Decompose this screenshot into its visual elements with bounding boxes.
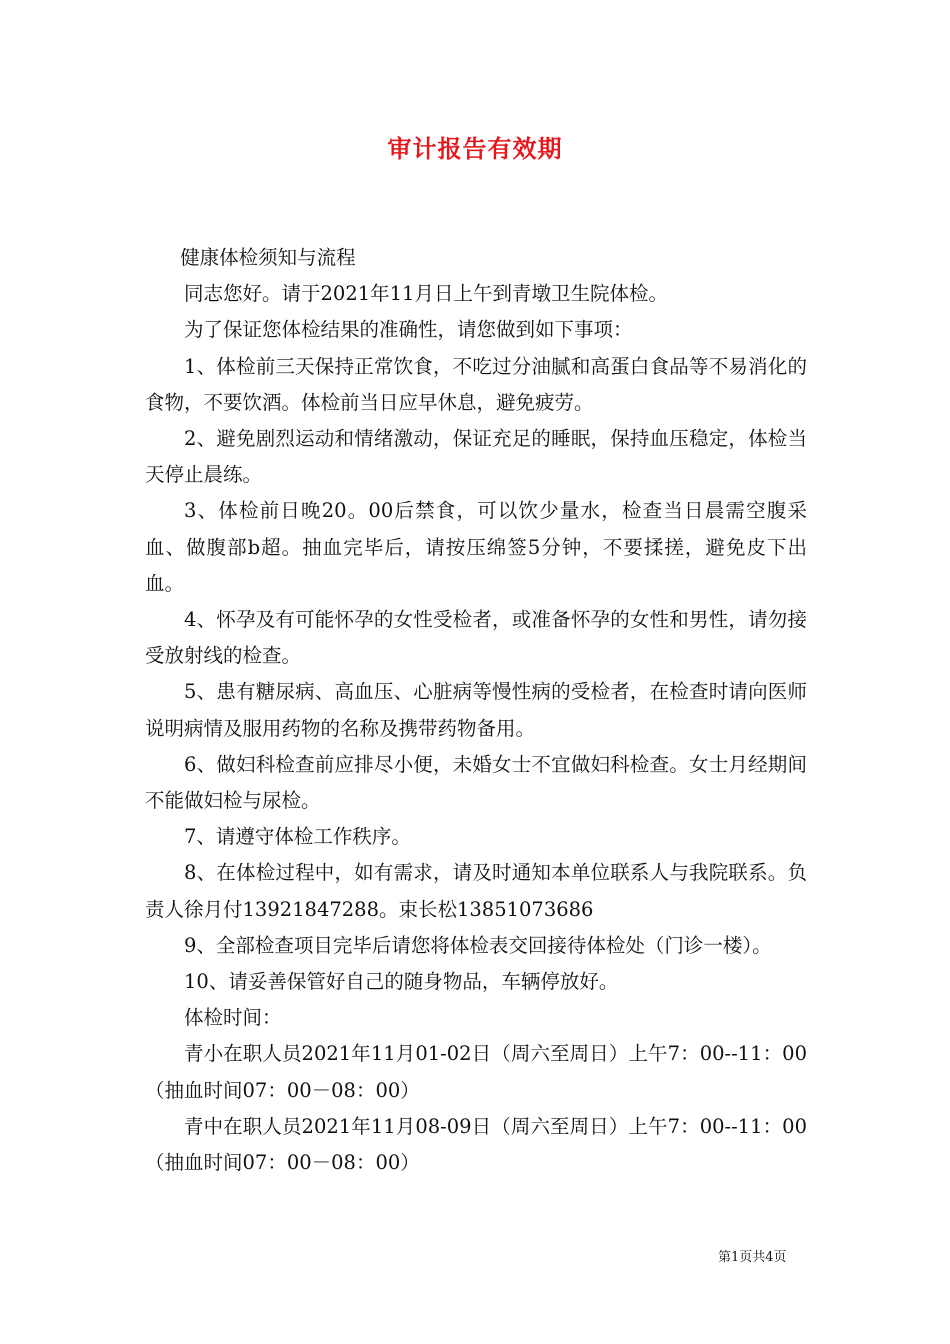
document-subtitle: 健康体检须知与流程 xyxy=(180,246,356,269)
notice-item-6: 6、做妇科检查前应排尽小便，未婚女士不宜做妇科检查。女士月经期间不能做妇检与尿检。 xyxy=(145,752,807,813)
notice-item-9: 9、全部检查项目完毕后请您将体检表交回接待体检处（门诊一楼）。 xyxy=(184,933,772,957)
greeting-paragraph: 同志您好。请于2021年11月日上午到青墩卫生院体检。 xyxy=(184,282,668,306)
page-number: 第1页共4页 xyxy=(718,1250,787,1265)
page-title: 审计报告有效期 xyxy=(387,134,563,163)
schedule-heading: 体检时间： xyxy=(184,1006,282,1030)
intro-paragraph: 为了保证您体检结果的准确性，请您做到如下事项： xyxy=(184,318,633,342)
document-body xyxy=(145,240,807,1181)
notice-item-10: 10、请妥善保管好自己的随身物品，车辆停放好。 xyxy=(184,970,619,994)
notice-item-1: 1、体检前三天保持正常饮食，不吃过分油腻和高蛋白食品等不易消化的食物，不要饮酒。体检前当日应早休息，避免疲劳。 xyxy=(145,354,807,414)
notice-item-7: 7、请遵守体检工作秩序。 xyxy=(184,825,411,849)
notice-item-3: 3、体检前日晚20。00后禁食，可以饮少量水，检查当日晨需空腹采血、做腹部b超。抽血完毕后，请按压绵签5分钟，不要揉搓，避免皮下出血。 xyxy=(145,499,807,595)
schedule-item-2: 青中在职人员2021年11月08-09日（周六至周日）上午7：00--11：00（抽血时间07：00－08：00） xyxy=(145,1114,807,1175)
notice-item-8: 8、在体检过程中，如有需求，请及时通知本单位联系人与我院联系。负责人徐月付13921847288。束长松13851073686 xyxy=(145,861,807,921)
notice-item-5: 5、患有糖尿病、高血压、心脏病等慢性病的受检者，在检查时请向医师说明病情及服用药物的名称及携带药物备用。 xyxy=(145,680,807,740)
schedule-item-1: 青小在职人员2021年11月01-02日（周六至周日）上午7：00--11：00（抽血时间07：00－08：00） xyxy=(145,1042,807,1102)
notice-item-4: 4、怀孕及有可能怀孕的女性受检者，或准备怀孕的女性和男性，请勿接受放射线的检查。 xyxy=(145,608,807,668)
notice-item-2: 2、避免剧烈运动和情绪激动，保证充足的睡眠，保持血压稳定，体检当天停止晨练。 xyxy=(145,427,807,487)
